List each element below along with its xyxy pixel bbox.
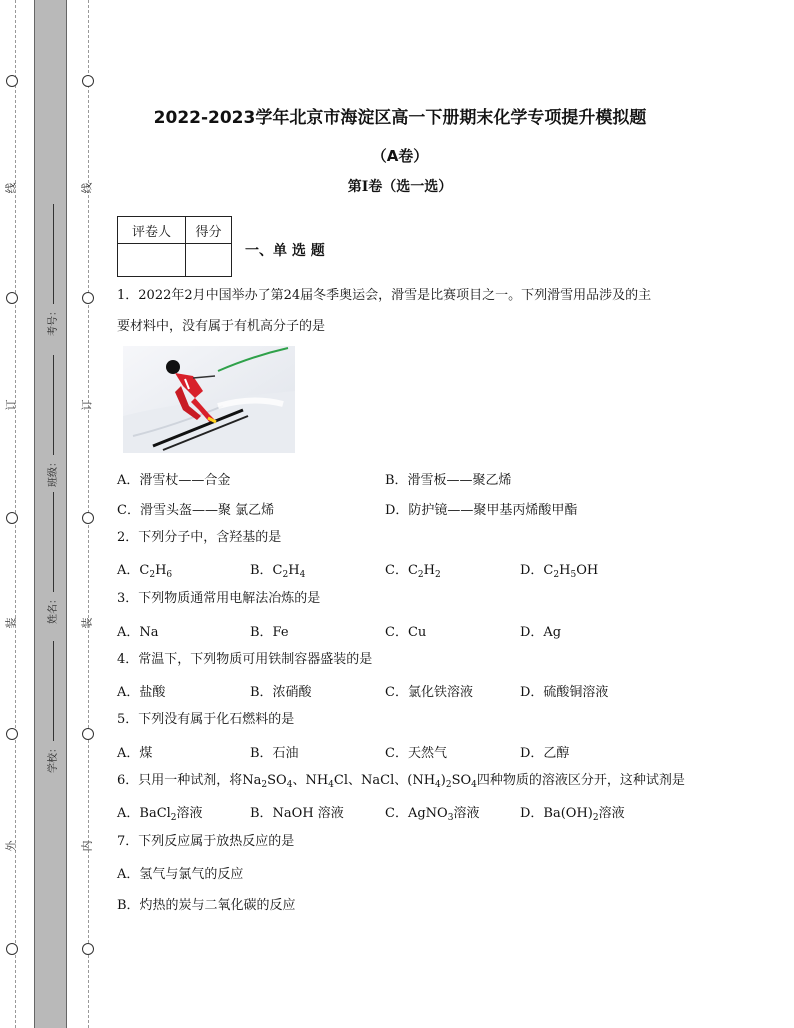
punch-hole (6, 728, 18, 740)
q1-option-c[interactable]: C．滑雪头盔——聚 氯乙烯 (117, 503, 275, 518)
q1-option-a[interactable]: A．滑雪杖——合金 (117, 473, 231, 488)
q6-option-d[interactable]: D．$Ba(OH)_2$溶液 (520, 806, 625, 823)
q6-option-a[interactable]: A．BaCl$_2$溶液 (117, 806, 203, 823)
q3-option-c[interactable]: C．Cu (385, 625, 427, 640)
q3-option-a[interactable]: A．Na (117, 625, 159, 640)
q2-option-a[interactable]: A．$C_2H_6$ (117, 563, 173, 580)
q5-option-c[interactable]: C．天然气 (385, 746, 447, 761)
q6-option-c[interactable]: C．AgNO$_3$溶液 (385, 806, 480, 823)
q1-option-d[interactable]: D．防护镜——聚甲基丙烯酸甲酯 (385, 503, 578, 518)
q4-option-b[interactable]: B．浓硝酸 (250, 685, 312, 700)
section-heading: 一、单 选 题 (245, 243, 325, 259)
class-field[interactable]: 班级： (44, 355, 59, 487)
question-3-stem: 3．下列物质通常用电解法冶炼的是 (117, 591, 321, 606)
punch-hole (6, 75, 18, 87)
q5-option-a[interactable]: A．煤 (117, 746, 153, 761)
punch-hole (82, 292, 94, 304)
punch-hole (82, 512, 94, 524)
q3-option-b[interactable]: B．Fe (250, 625, 289, 640)
question-6-stem: 6．只用一种试剂，将$Na_2SO_4$、$NH_4Cl$、NaCl、$(NH_4)_2SO_4$四种物质的溶液区分开，这种试剂是 (117, 773, 685, 790)
margin-char: 线 (4, 182, 18, 194)
q7-option-b[interactable]: B．灼热的炭与二氧化碳的反应 (117, 898, 296, 913)
margin-char: 线 (80, 182, 94, 194)
question-4-stem: 4．常温下，下列物质可用铁制容器盛装的是 (117, 652, 373, 667)
margin-char: 内 (80, 840, 94, 852)
q2-option-d[interactable]: D．$C_2H_5OH$ (520, 563, 599, 580)
name-field[interactable]: 姓名： (44, 492, 59, 624)
exam-number-field[interactable]: 考号： (44, 204, 59, 336)
punch-hole (6, 943, 18, 955)
margin-char: 订 (80, 399, 94, 411)
punch-hole (6, 292, 18, 304)
q7-option-a[interactable]: A．氢气与氯气的反应 (117, 867, 244, 882)
q4-option-c[interactable]: C．氯化铁溶液 (385, 685, 473, 700)
q5-option-b[interactable]: B．石油 (250, 746, 299, 761)
margin-char: 外 (4, 840, 18, 852)
score-table (117, 216, 232, 277)
q5-option-d[interactable]: D．乙醇 (520, 746, 570, 761)
margin-char: 装 (4, 617, 18, 629)
punch-hole (82, 75, 94, 87)
question-5-stem: 5．下列没有属于化石燃料的是 (117, 712, 295, 727)
page-subtitle: （A卷） (371, 147, 429, 165)
q2-option-c[interactable]: C．$C_2H_2$ (385, 563, 441, 580)
part-heading: 第Ⅰ卷（选一选） (347, 179, 453, 195)
school-field[interactable]: 学校： (44, 641, 59, 773)
question-7-stem: 7．下列反应属于放热反应的是 (117, 834, 295, 849)
q4-option-d[interactable]: D．硫酸铜溶液 (520, 685, 609, 700)
q6-option-b[interactable]: B．NaOH 溶液 (250, 806, 344, 821)
question-2-stem: 2．下列分子中，含羟基的是 (117, 530, 282, 545)
page-title: 2022-2023学年北京市海淀区高一下册期末化学专项提升模拟题 (153, 108, 647, 128)
margin-char: 装 (80, 617, 94, 629)
grader-label: 评卷人 (118, 217, 186, 244)
q2-option-b[interactable]: B．$C_2H_4$ (250, 563, 306, 580)
score-cell[interactable] (186, 244, 232, 277)
q3-option-d[interactable]: D．Ag (520, 625, 562, 640)
punch-hole (6, 512, 18, 524)
margin-char: 订 (4, 399, 18, 411)
q1-option-b[interactable]: B．滑雪板——聚乙烯 (385, 473, 512, 488)
question-1-stem-line2: 要材料中，没有属于有机高分子的是 (117, 319, 326, 334)
question-1-stem-line1: 1．2022年2月中国举办了第24届冬季奥运会，滑雪是比赛项目之一。下列滑雪用品涉及的主 (117, 288, 652, 303)
punch-hole (82, 728, 94, 740)
punch-hole (82, 943, 94, 955)
grader-cell[interactable] (118, 244, 186, 277)
score-label: 得分 (186, 217, 232, 244)
skier-photo (123, 346, 295, 453)
q4-option-a[interactable]: A．盐酸 (117, 685, 166, 700)
